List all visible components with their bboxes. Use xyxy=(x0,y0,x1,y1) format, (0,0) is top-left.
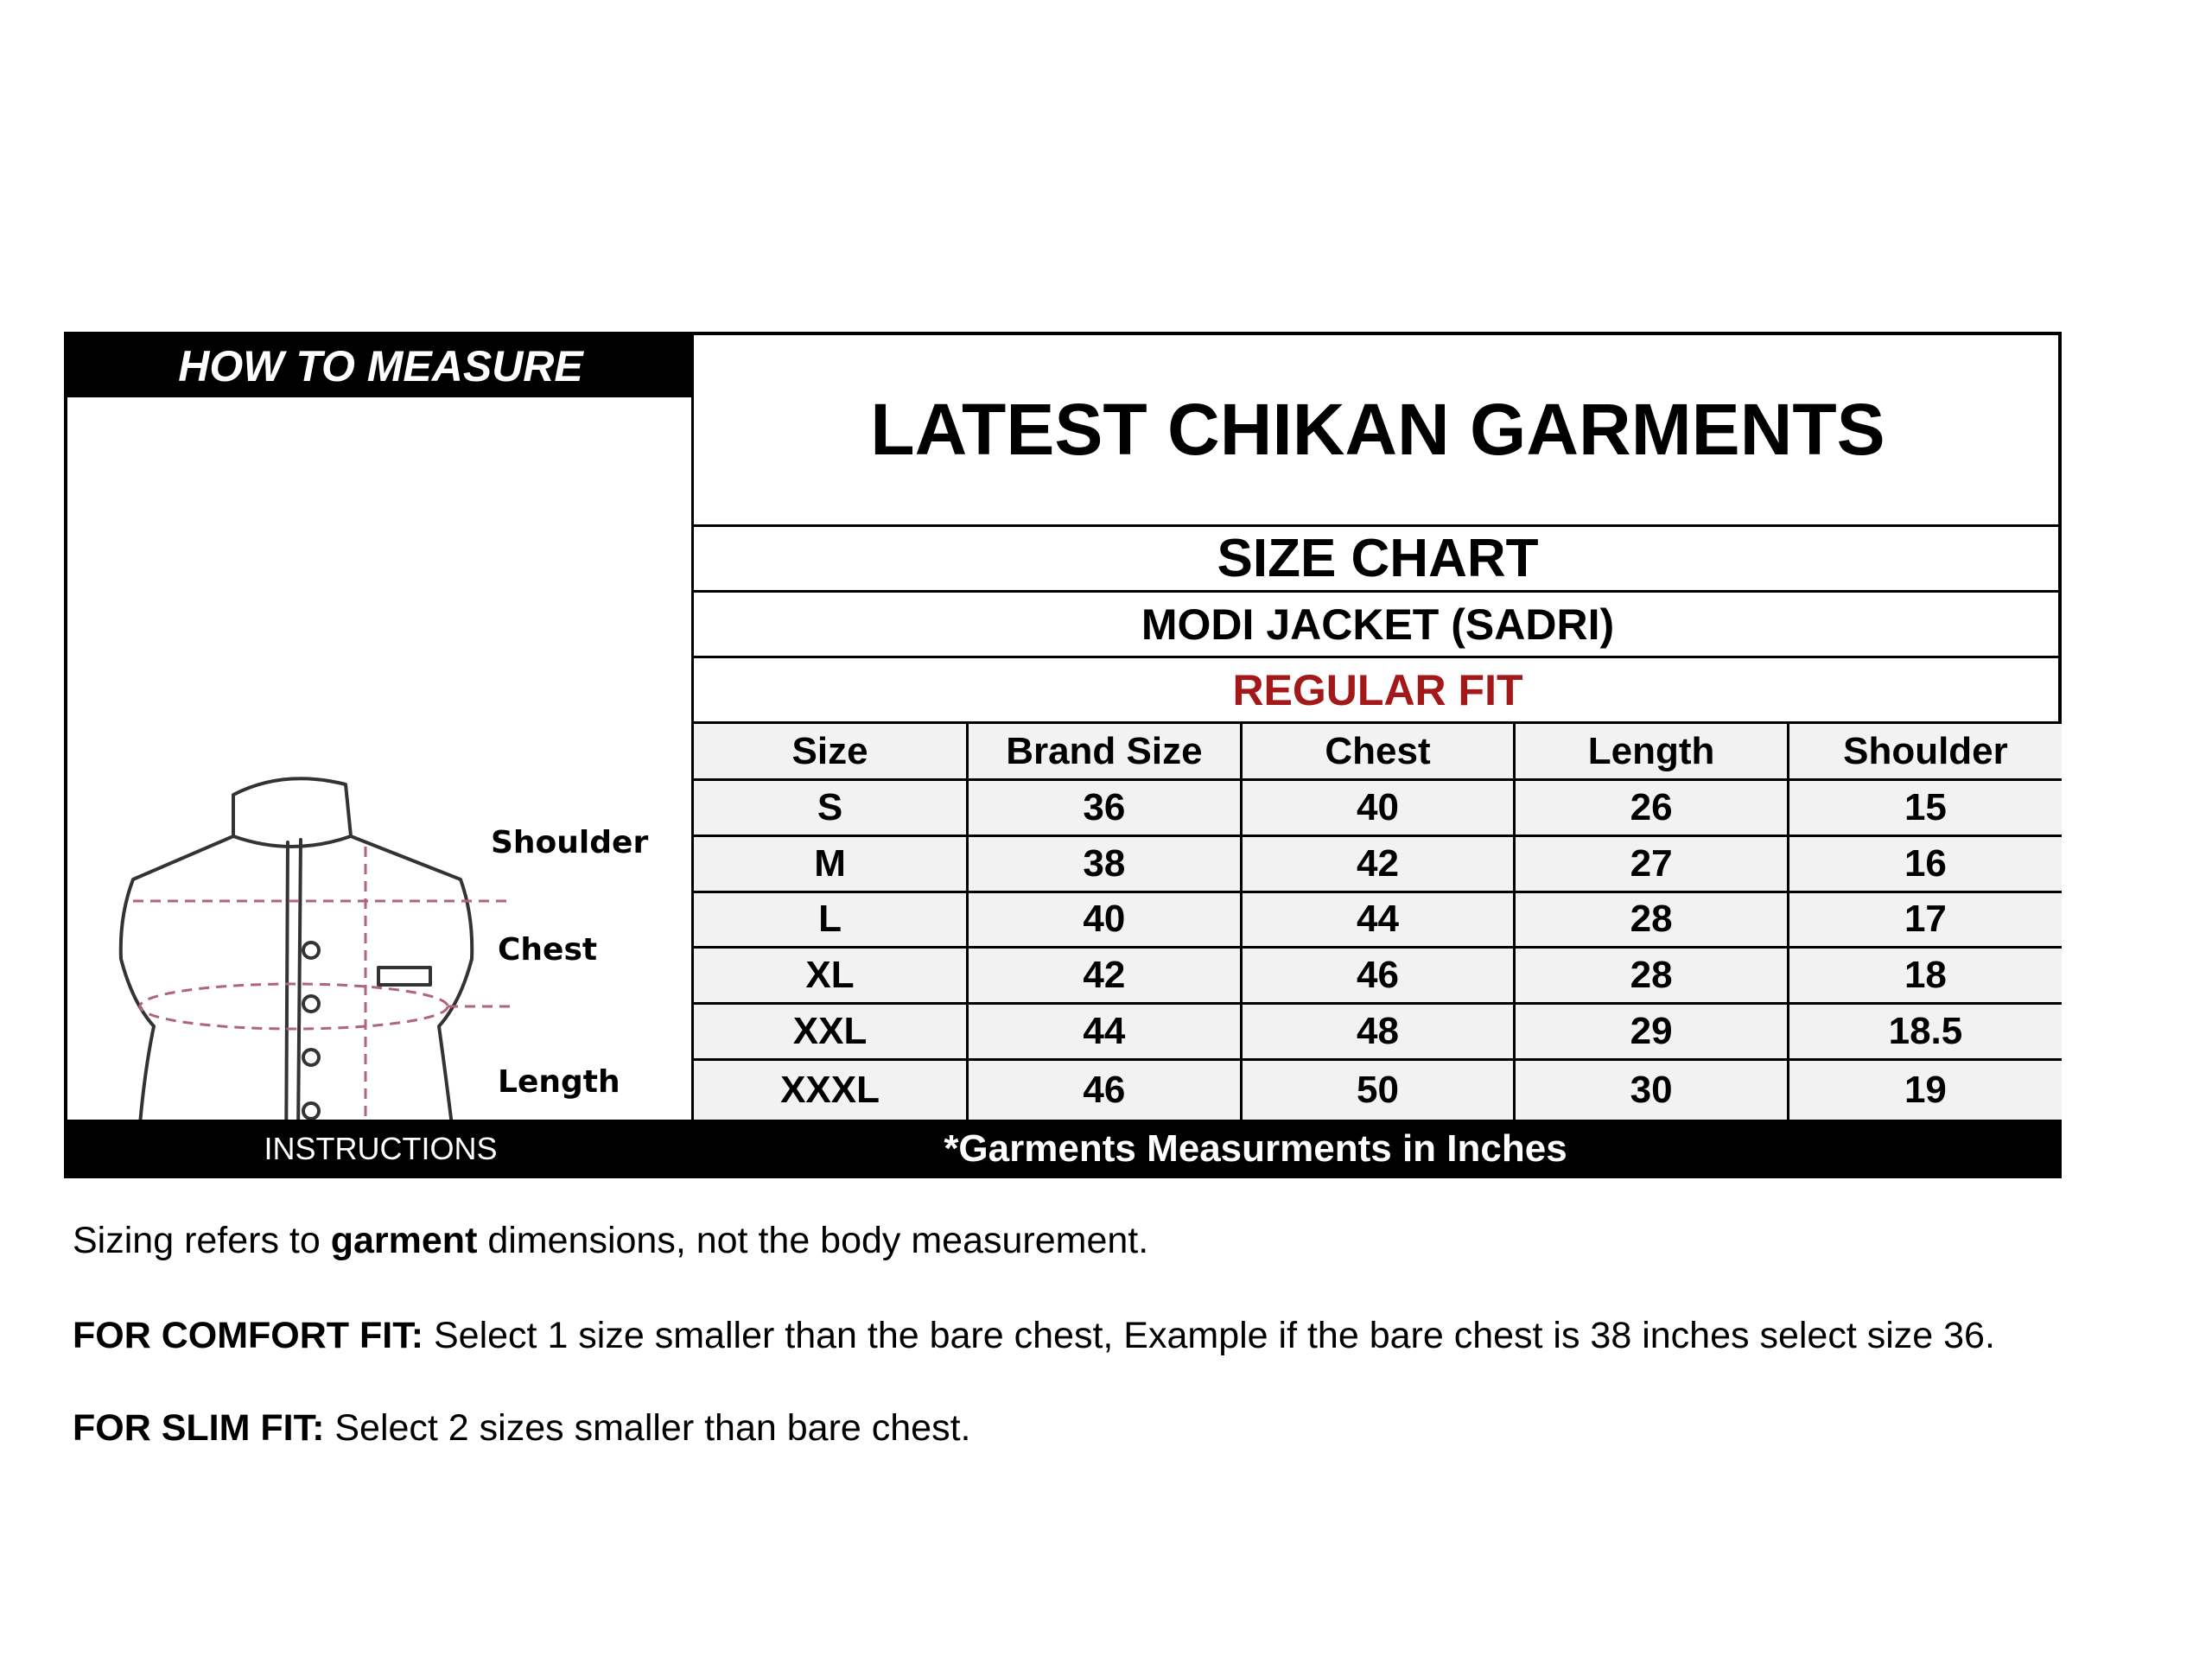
table-cell: 15 xyxy=(1788,780,2062,836)
size-table xyxy=(694,724,2062,1120)
table-cell: 48 xyxy=(1241,1004,1515,1060)
slim-fit-note xyxy=(73,1407,970,1450)
table-cell: 18.5 xyxy=(1788,1004,2062,1060)
footer-bar xyxy=(67,1120,2062,1178)
sizing-note xyxy=(73,1220,1148,1262)
table-cell: XXXL xyxy=(694,1059,968,1120)
product-name: MODI JACKET (SADRI) xyxy=(694,593,2062,658)
chest-label: Chest xyxy=(498,932,598,968)
table-row xyxy=(694,1059,2062,1120)
sizing-note-text: dimensions, not the body measurement. xyxy=(477,1220,1149,1261)
table-cell: L xyxy=(694,892,968,948)
table-cell: M xyxy=(694,835,968,892)
table-cell: 36 xyxy=(968,780,1242,836)
table-cell: 16 xyxy=(1788,835,2062,892)
brand-title: LATEST CHIKAN GARMENTS xyxy=(694,335,2062,527)
table-cell: 30 xyxy=(1515,1059,1789,1120)
table-cell: 38 xyxy=(968,835,1242,892)
size-chart-heading: SIZE CHART xyxy=(694,527,2062,593)
table-cell: S xyxy=(694,780,968,836)
table-cell: 42 xyxy=(968,948,1242,1004)
table-cell: 44 xyxy=(968,1004,1242,1060)
table-row xyxy=(694,948,2062,1004)
length-label: Length xyxy=(498,1064,620,1100)
column-header: Size xyxy=(694,724,968,780)
shoulder-label: Shoulder xyxy=(491,825,649,860)
table-cell: 27 xyxy=(1515,835,1789,892)
sizing-note-bold: garment xyxy=(330,1220,478,1261)
how-to-measure-panel xyxy=(67,335,694,1120)
table-row xyxy=(694,892,2062,948)
table-cell: 29 xyxy=(1515,1004,1789,1060)
table-cell: 44 xyxy=(1241,892,1515,948)
table-cell: 18 xyxy=(1788,948,2062,1004)
table-cell: 26 xyxy=(1515,780,1789,836)
column-header: Chest xyxy=(1241,724,1515,780)
instructions-label: INSTRUCTIONS xyxy=(264,1131,498,1166)
column-header: Brand Size xyxy=(968,724,1242,780)
table-row xyxy=(694,835,2062,892)
size-chart-frame xyxy=(64,332,2062,1178)
table-cell: XXL xyxy=(694,1004,968,1060)
table-cell: 28 xyxy=(1515,948,1789,1004)
table-cell: XL xyxy=(694,948,968,1004)
table-cell: 28 xyxy=(1515,892,1789,948)
fit-type: REGULAR FIT xyxy=(694,658,2062,724)
comfort-fit-note xyxy=(73,1315,1995,1357)
how-to-measure-header: HOW TO MEASURE xyxy=(67,335,694,397)
slim-fit-heading: FOR SLIM FIT: xyxy=(73,1407,325,1449)
table-row xyxy=(694,780,2062,836)
table-cell: 17 xyxy=(1788,892,2062,948)
table-cell: 40 xyxy=(968,892,1242,948)
sizing-note-text: Sizing refers to xyxy=(73,1220,331,1261)
slim-fit-text: Select 2 sizes smaller than bare chest. xyxy=(324,1407,971,1449)
measurement-unit-note: *Garments Measurments in Inches xyxy=(944,1127,1567,1170)
table-row xyxy=(694,1004,2062,1060)
comfort-fit-heading: FOR COMFORT FIT: xyxy=(73,1315,424,1356)
table-cell: 46 xyxy=(968,1059,1242,1120)
column-header: Length xyxy=(1515,724,1789,780)
table-header-row xyxy=(694,724,2062,780)
jacket-outline-icon xyxy=(67,397,694,1120)
table-cell: 19 xyxy=(1788,1059,2062,1120)
column-header: Shoulder xyxy=(1788,724,2062,780)
table-cell: 50 xyxy=(1241,1059,1515,1120)
table-cell: 42 xyxy=(1241,835,1515,892)
comfort-fit-text: Select 1 size smaller than the bare chest, Example if the bare chest is 38 inches select size 36. xyxy=(423,1315,1995,1356)
table-cell: 40 xyxy=(1241,780,1515,836)
table-cell: 46 xyxy=(1241,948,1515,1004)
